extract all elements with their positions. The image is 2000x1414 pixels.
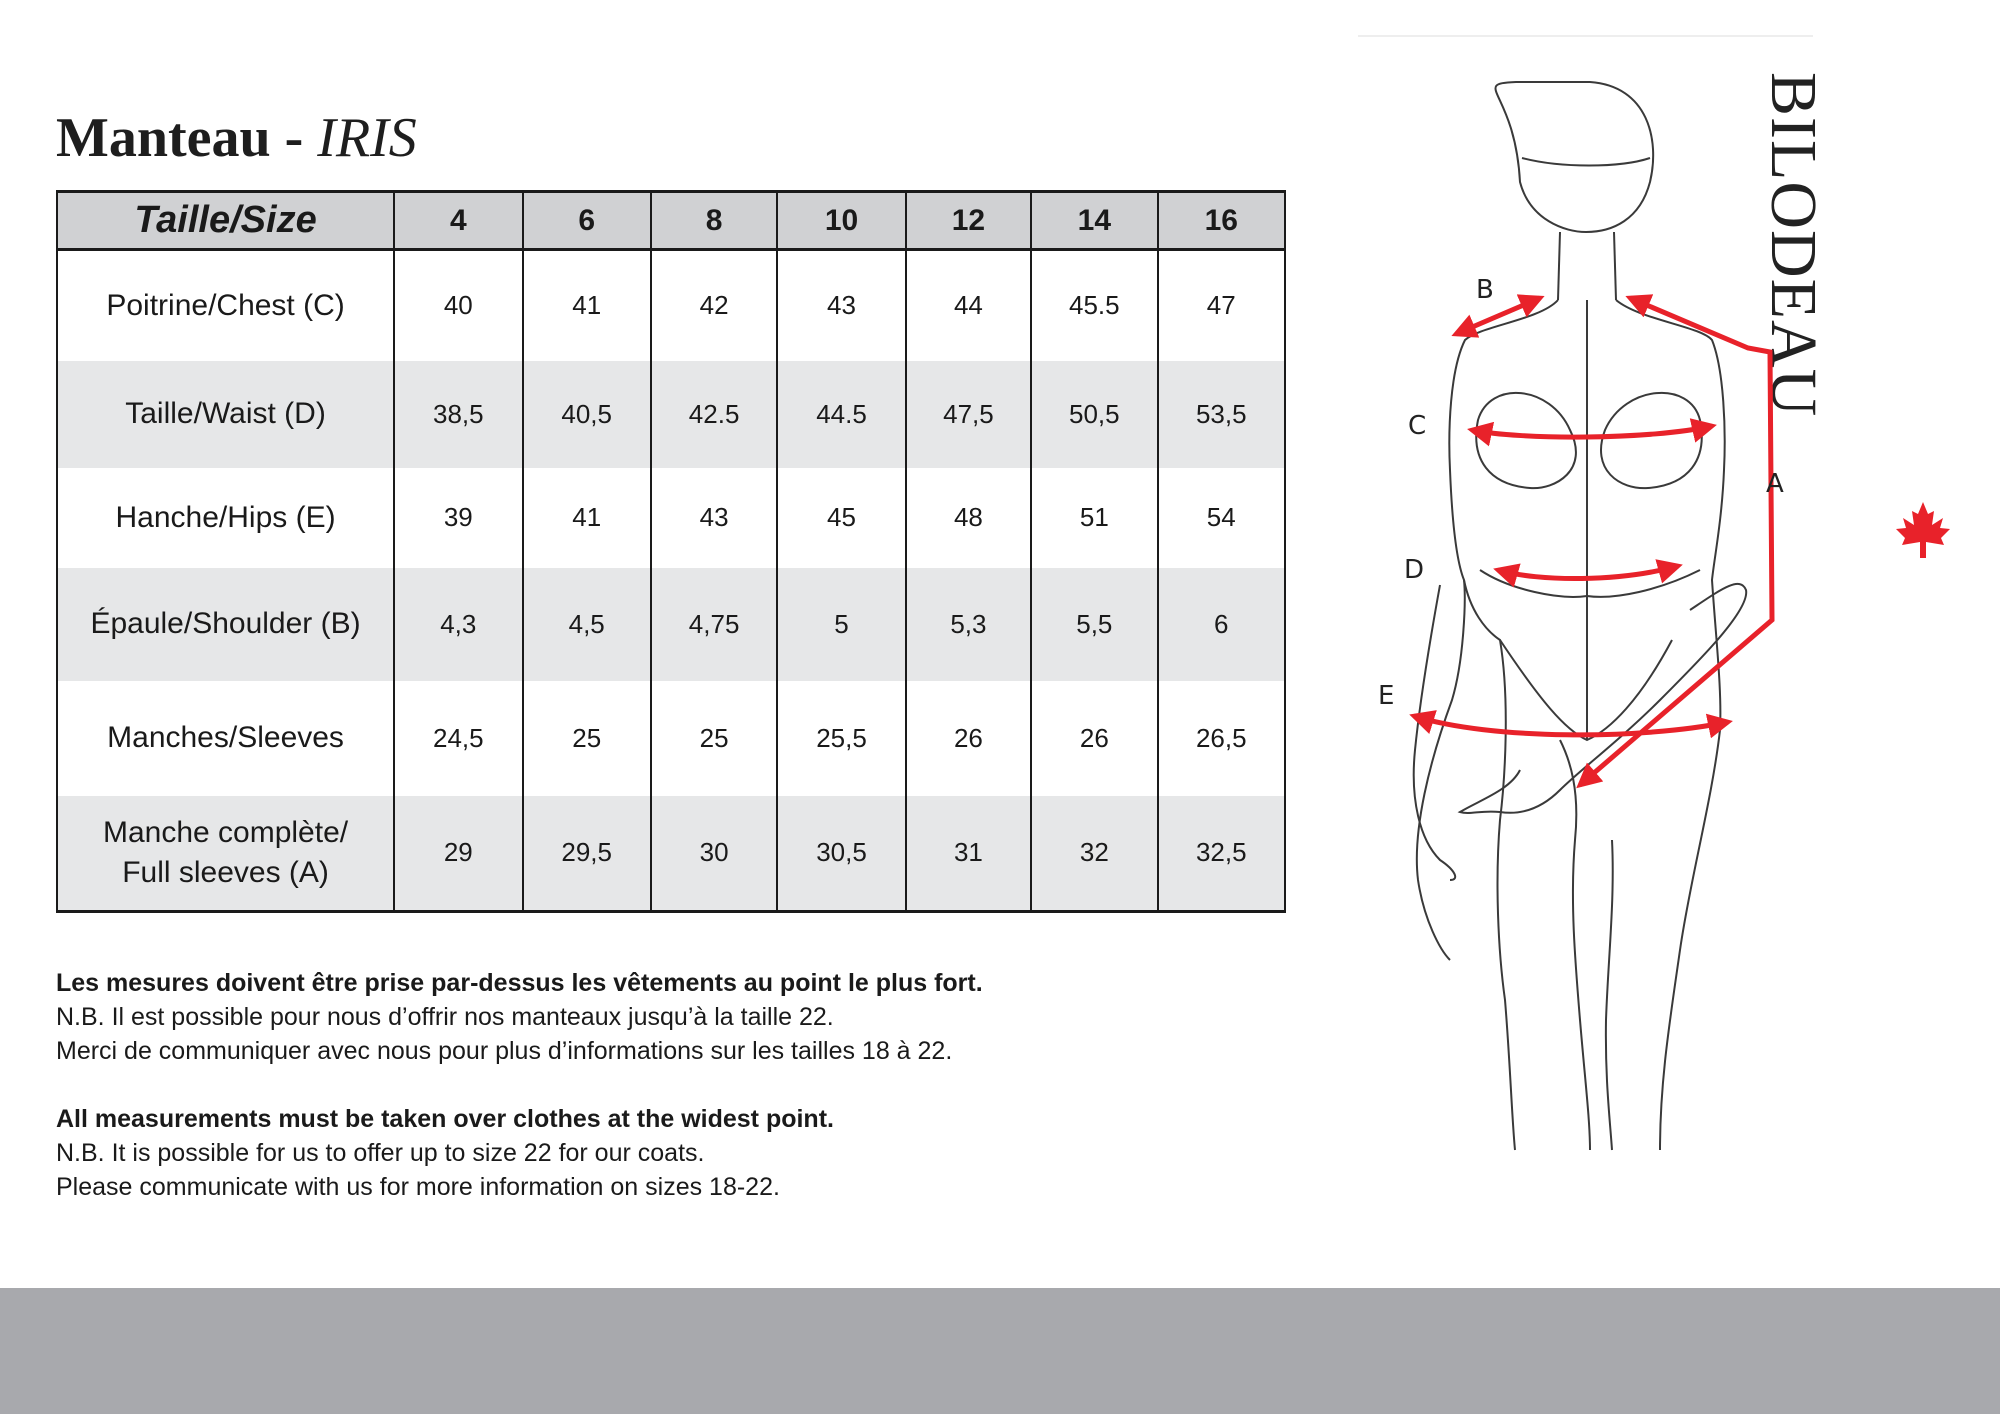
- model-name: IRIS: [317, 107, 417, 169]
- value-cell: 41: [523, 468, 651, 568]
- value-cell: 31: [906, 796, 1031, 912]
- row-label-text: Manches/Sleeves: [107, 721, 344, 754]
- value-cell: 26: [1031, 681, 1157, 796]
- row-label: [57, 796, 394, 912]
- table-row: [57, 681, 1285, 796]
- row-label-text: Poitrine/Chest (C): [106, 288, 345, 322]
- value-cell: 4,5: [523, 568, 651, 681]
- value-cell: 47: [1158, 250, 1285, 361]
- size-column-header: Taille/Size: [57, 192, 394, 250]
- value-cell: 41: [523, 250, 651, 361]
- value-cell: 5,3: [906, 568, 1031, 681]
- value-cell: 54: [1158, 468, 1285, 568]
- value-cell: 45: [777, 468, 905, 568]
- mannequin-outline: [1414, 82, 1746, 1150]
- row-label-text: Full sleeves (A): [122, 855, 329, 889]
- size-chart-table: [56, 190, 1286, 913]
- value-cell: 53,5: [1158, 361, 1285, 468]
- size-header-cell: 6: [523, 192, 651, 250]
- label-b: B: [1476, 275, 1494, 305]
- value-cell: 42: [651, 250, 777, 361]
- label-e: E: [1378, 681, 1395, 711]
- row-label-text: Épaule/Shoulder (B): [90, 607, 361, 640]
- measurement-arrows: [1414, 298, 1772, 785]
- value-cell: 44.5: [777, 361, 905, 468]
- table-header-row: [57, 192, 1285, 250]
- note-fr-line: Merci de communiquer avec nous pour plus d’informations sur les tailles 18 à 22.: [56, 1037, 953, 1065]
- value-cell: 25: [651, 681, 777, 796]
- table-row: [57, 796, 1285, 912]
- brand-logo: BILODEAU: [1757, 72, 1830, 418]
- note-en-heading: All measurements must be taken over clothes at the widest point.: [56, 1105, 834, 1133]
- label-c: C: [1408, 411, 1427, 441]
- value-cell: 4,3: [394, 568, 522, 681]
- label-d: D: [1404, 555, 1425, 585]
- size-header-cell: 8: [651, 192, 777, 250]
- value-cell: 5,5: [1031, 568, 1157, 681]
- note-fr-heading: Les mesures doivent être prise par-dessus les vêtements au point le plus fort.: [56, 969, 983, 997]
- value-cell: 25: [523, 681, 651, 796]
- value-cell: 38,5: [394, 361, 522, 468]
- value-cell: 30,5: [777, 796, 905, 912]
- value-cell: 50,5: [1031, 361, 1157, 468]
- measurement-notes: [56, 966, 1256, 1204]
- value-cell: 44: [906, 250, 1031, 361]
- size-header-cell: 10: [777, 192, 905, 250]
- value-cell: 29: [394, 796, 522, 912]
- value-cell: 26,5: [1158, 681, 1285, 796]
- note-en-line: N.B. It is possible for us to offer up to size 22 for our coats.: [56, 1139, 705, 1167]
- value-cell: 29,5: [523, 796, 651, 912]
- mannequin-diagram: [1360, 70, 1784, 1170]
- value-cell: 6: [1158, 568, 1285, 681]
- size-header-cell: 4: [394, 192, 522, 250]
- table-row: [57, 568, 1285, 681]
- maple-leaf-icon: [1893, 500, 1953, 560]
- value-cell: 25,5: [777, 681, 905, 796]
- size-header-cell: 12: [906, 192, 1031, 250]
- value-cell: 51: [1031, 468, 1157, 568]
- page-title: [56, 106, 417, 170]
- row-label: [57, 568, 394, 681]
- value-cell: 24,5: [394, 681, 522, 796]
- value-cell: 4,75: [651, 568, 777, 681]
- value-cell: 42.5: [651, 361, 777, 468]
- value-cell: 48: [906, 468, 1031, 568]
- value-cell: 30: [651, 796, 777, 912]
- note-fr-line: N.B. Il est possible pour nous d’offrir nos manteaux jusqu’à la taille 22.: [56, 1003, 834, 1031]
- size-header-cell: 16: [1158, 192, 1285, 250]
- value-cell: 45.5: [1031, 250, 1157, 361]
- value-cell: 32,5: [1158, 796, 1285, 912]
- row-label-text: Taille/Waist (D): [125, 397, 326, 430]
- value-cell: 32: [1031, 796, 1157, 912]
- table-row: [57, 361, 1285, 468]
- value-cell: 40: [394, 250, 522, 361]
- value-cell: 5: [777, 568, 905, 681]
- row-label: [57, 468, 394, 568]
- value-cell: 43: [651, 468, 777, 568]
- label-a: A: [1766, 469, 1784, 499]
- top-divider: [1358, 35, 1813, 37]
- value-cell: 40,5: [523, 361, 651, 468]
- value-cell: 43: [777, 250, 905, 361]
- row-label-text: Manche complète/: [102, 815, 349, 849]
- size-header-cell: 14: [1031, 192, 1157, 250]
- row-label: [57, 681, 394, 796]
- value-cell: 39: [394, 468, 522, 568]
- value-cell: 26: [906, 681, 1031, 796]
- value-cell: 47,5: [906, 361, 1031, 468]
- row-label-text: Hanche/Hips (E): [115, 500, 336, 534]
- table-row: [57, 250, 1285, 361]
- note-en-line: Please communicate with us for more information on sizes 18-22.: [56, 1173, 780, 1201]
- footer-band: [0, 1288, 2000, 1414]
- row-label: [57, 361, 394, 468]
- row-label: [57, 250, 394, 361]
- table-row: [57, 468, 1285, 568]
- product-name: Manteau -: [56, 107, 318, 169]
